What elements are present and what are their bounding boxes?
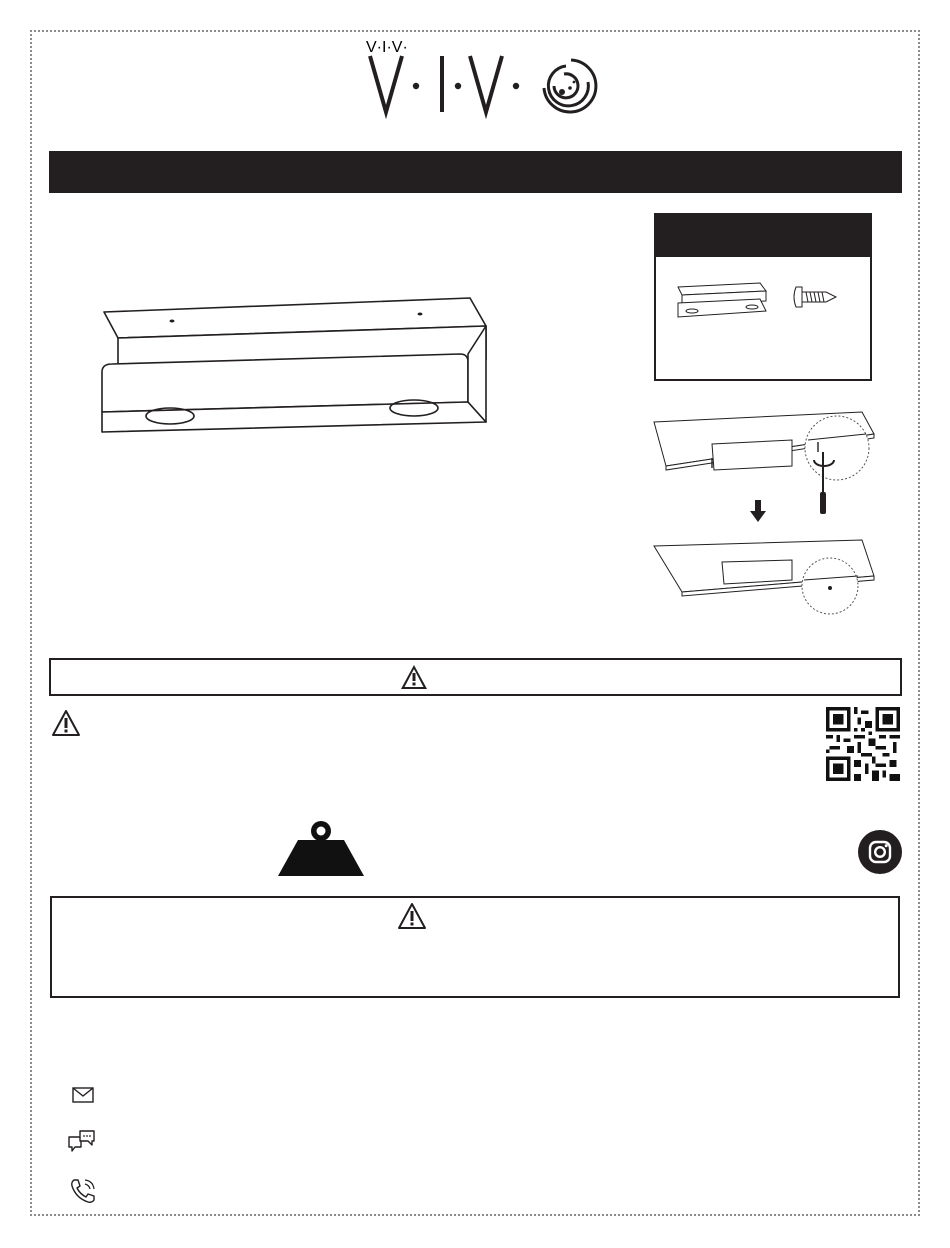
instagram-icon[interactable] xyxy=(858,830,902,874)
screw-part-icon xyxy=(792,283,838,311)
page-border xyxy=(30,30,920,1216)
caution-triangle-icon xyxy=(51,709,81,737)
product-bracket-drawing xyxy=(90,290,500,450)
installation-step-2-drawing xyxy=(652,536,880,618)
warning-triangle-icon xyxy=(397,902,427,930)
warning-banner xyxy=(49,658,902,696)
parts-list-header xyxy=(656,215,870,257)
mail-icon[interactable] xyxy=(68,1080,98,1110)
notice-box xyxy=(50,896,900,998)
weight-icon xyxy=(278,820,364,876)
installation-step-1-drawing xyxy=(652,408,880,518)
qr-code[interactable] xyxy=(826,707,900,781)
warning-triangle-icon xyxy=(400,663,428,691)
bracket-part-icon xyxy=(674,281,770,321)
svg-text:V·I·V·: V·I·V· xyxy=(366,39,408,56)
phone-icon[interactable] xyxy=(68,1176,98,1206)
down-arrow-icon xyxy=(750,500,766,522)
chat-icon[interactable] xyxy=(66,1127,96,1157)
parts-list-box xyxy=(654,213,872,381)
vivo-logo xyxy=(366,39,606,118)
title-bar xyxy=(49,151,902,193)
